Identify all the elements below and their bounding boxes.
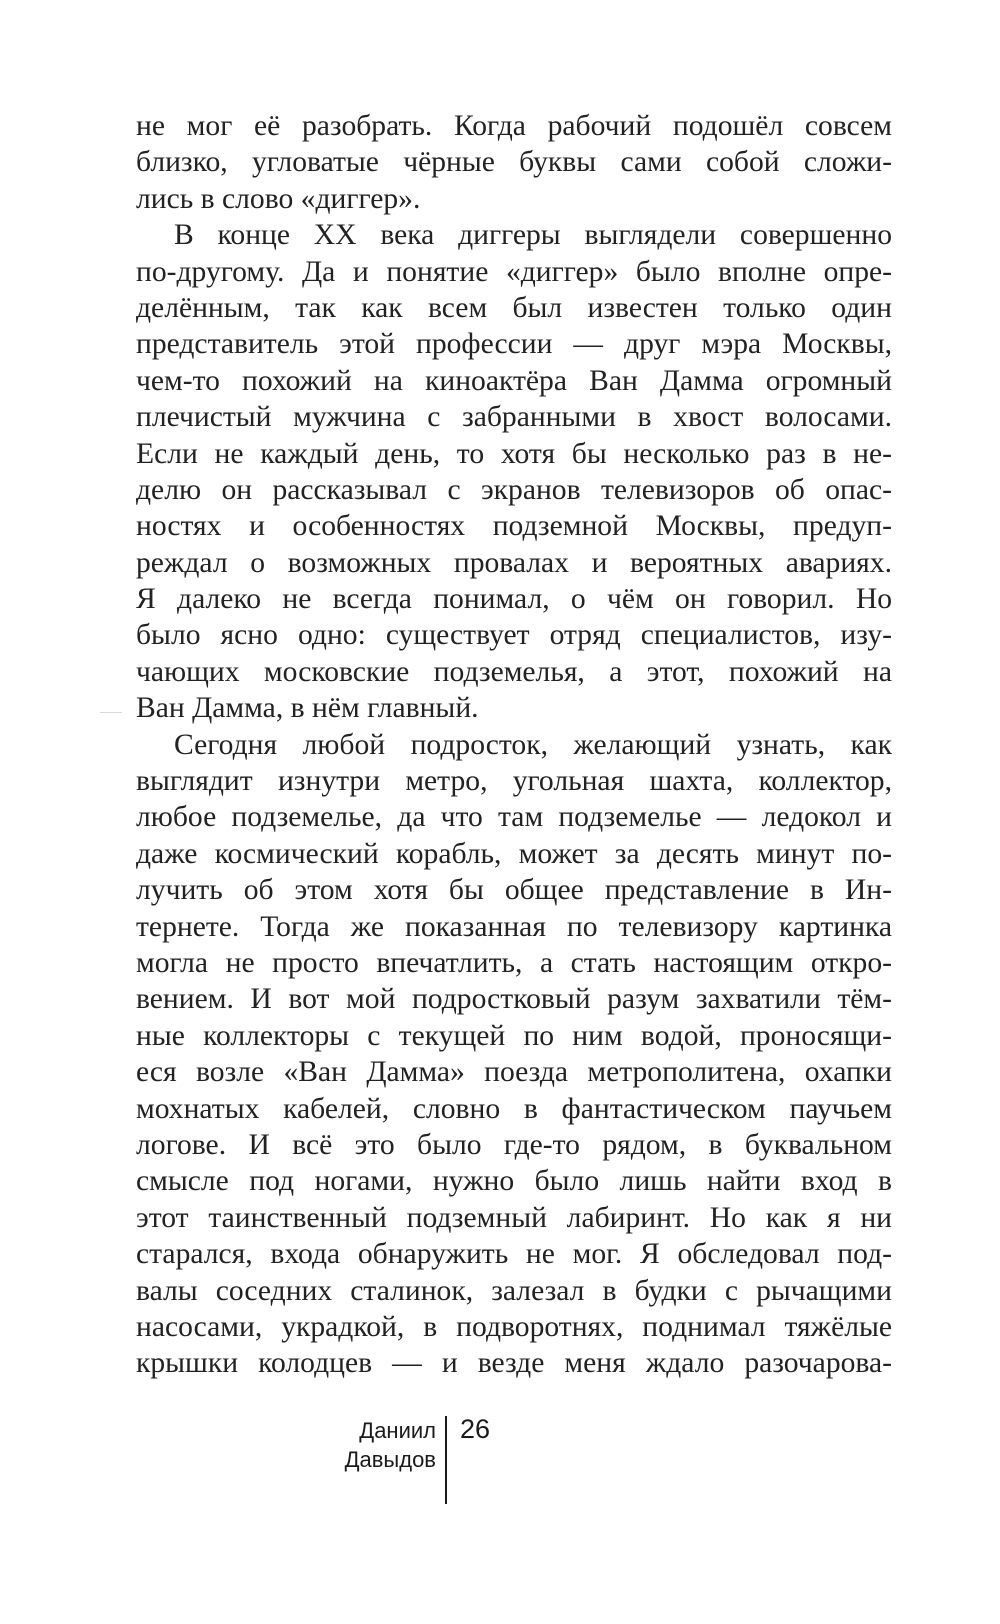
text-line: близко, угловатые чёрные буквы сами собой сложи- [136, 146, 892, 179]
author-last-name: Давыдов [344, 1447, 436, 1472]
text-line: Ван Дамма, в нём главный. [136, 692, 479, 725]
paragraph-first-line: Сегодня любой подросток, желающий узнать, как [174, 728, 892, 761]
text-line: чем-то похожий на киноактёра Ван Дамма огромный [136, 364, 892, 397]
text-line: даже космический корабль, может за десять минут по- [136, 837, 892, 870]
text-line: тернете. Тогда же показанная по телевизору картинка [136, 910, 892, 943]
paragraph-first-line: В конце XX века диггеры выглядели совершенно [174, 219, 892, 252]
text-line: логове. И всё это было где-то рядом, в буквальном [136, 1128, 892, 1161]
text-line: насосами, украдкой, в подворотнях, поднимал тяжёлые [136, 1310, 892, 1343]
text-line: делю он рассказывал с экранов телевизоров об опас- [136, 473, 892, 506]
text-line: чающих московские подземелья, а этот, похожий на [136, 655, 892, 688]
text-line: валы соседних сталинок, залезал в будки с рычащими [136, 1274, 892, 1307]
text-line: плечистый мужчина с забранными в хвост волосами. [136, 401, 892, 434]
text-line: ные коллекторы с текущей по ним водой, проносящи- [136, 1019, 892, 1052]
text-line: было ясно одно: существует отряд специалистов, изу- [136, 619, 892, 652]
text-line: вением. И вот мой подростковый разум захватили тём- [136, 983, 892, 1016]
text-line: старался, входа обнаружить не мог. Я обследовал под- [136, 1238, 892, 1271]
text-line: этот таинственный подземный лабиринт. Но как я ни [136, 1201, 892, 1234]
text-line: лись в слово «диггер». [136, 182, 421, 215]
text-line: Я далеко не всегда понимал, о чём он говорил. Но [136, 583, 892, 616]
text-line: реждал о возможных провалах и вероятных авариях. [136, 546, 892, 579]
text-line: ностях и особенностях подземной Москвы, предуп- [136, 510, 892, 543]
text-line: не мог её разобрать. Когда рабочий подошёл совсем [136, 110, 892, 142]
text-line: делённым, так как всем был известен только один [136, 291, 892, 324]
text-line: еся возле «Ван Дамма» поезда метрополитена, охапки [136, 1056, 892, 1089]
text-line: смысле под ногами, нужно было лишь найти вход в [136, 1165, 892, 1198]
footer-divider [445, 1416, 447, 1504]
text-line: мохнатых кабелей, словно в фантастическом паучьем [136, 1092, 892, 1125]
text-line: любое подземелье, да что там подземелье — ледокол и [136, 801, 892, 834]
text-line: лучить об этом хотя бы общее представление в Ин- [136, 874, 892, 907]
text-line: крышки колодцев — и везде меня ждало разочарова- [136, 1347, 892, 1380]
author-first-name: Даниил [359, 1418, 436, 1443]
text-line: могла не просто впечатлить, а стать настоящим откро- [136, 946, 892, 979]
footer-author [345, 1416, 436, 1474]
scan-gutter-mark [100, 712, 122, 713]
text-line: по-другому. Да и понятие «диггер» было вполне опре- [136, 255, 892, 288]
page-number: 26 [460, 1414, 491, 1444]
text-line: Если не каждый день, то хотя бы несколько раз в не- [136, 437, 892, 470]
body-text [136, 108, 892, 1382]
page-footer [0, 1416, 1000, 1506]
text-line: представитель этой профессии — друг мэра Москвы, [136, 328, 892, 361]
text-line: выглядит изнутри метро, угольная шахта, коллектор, [136, 765, 892, 798]
